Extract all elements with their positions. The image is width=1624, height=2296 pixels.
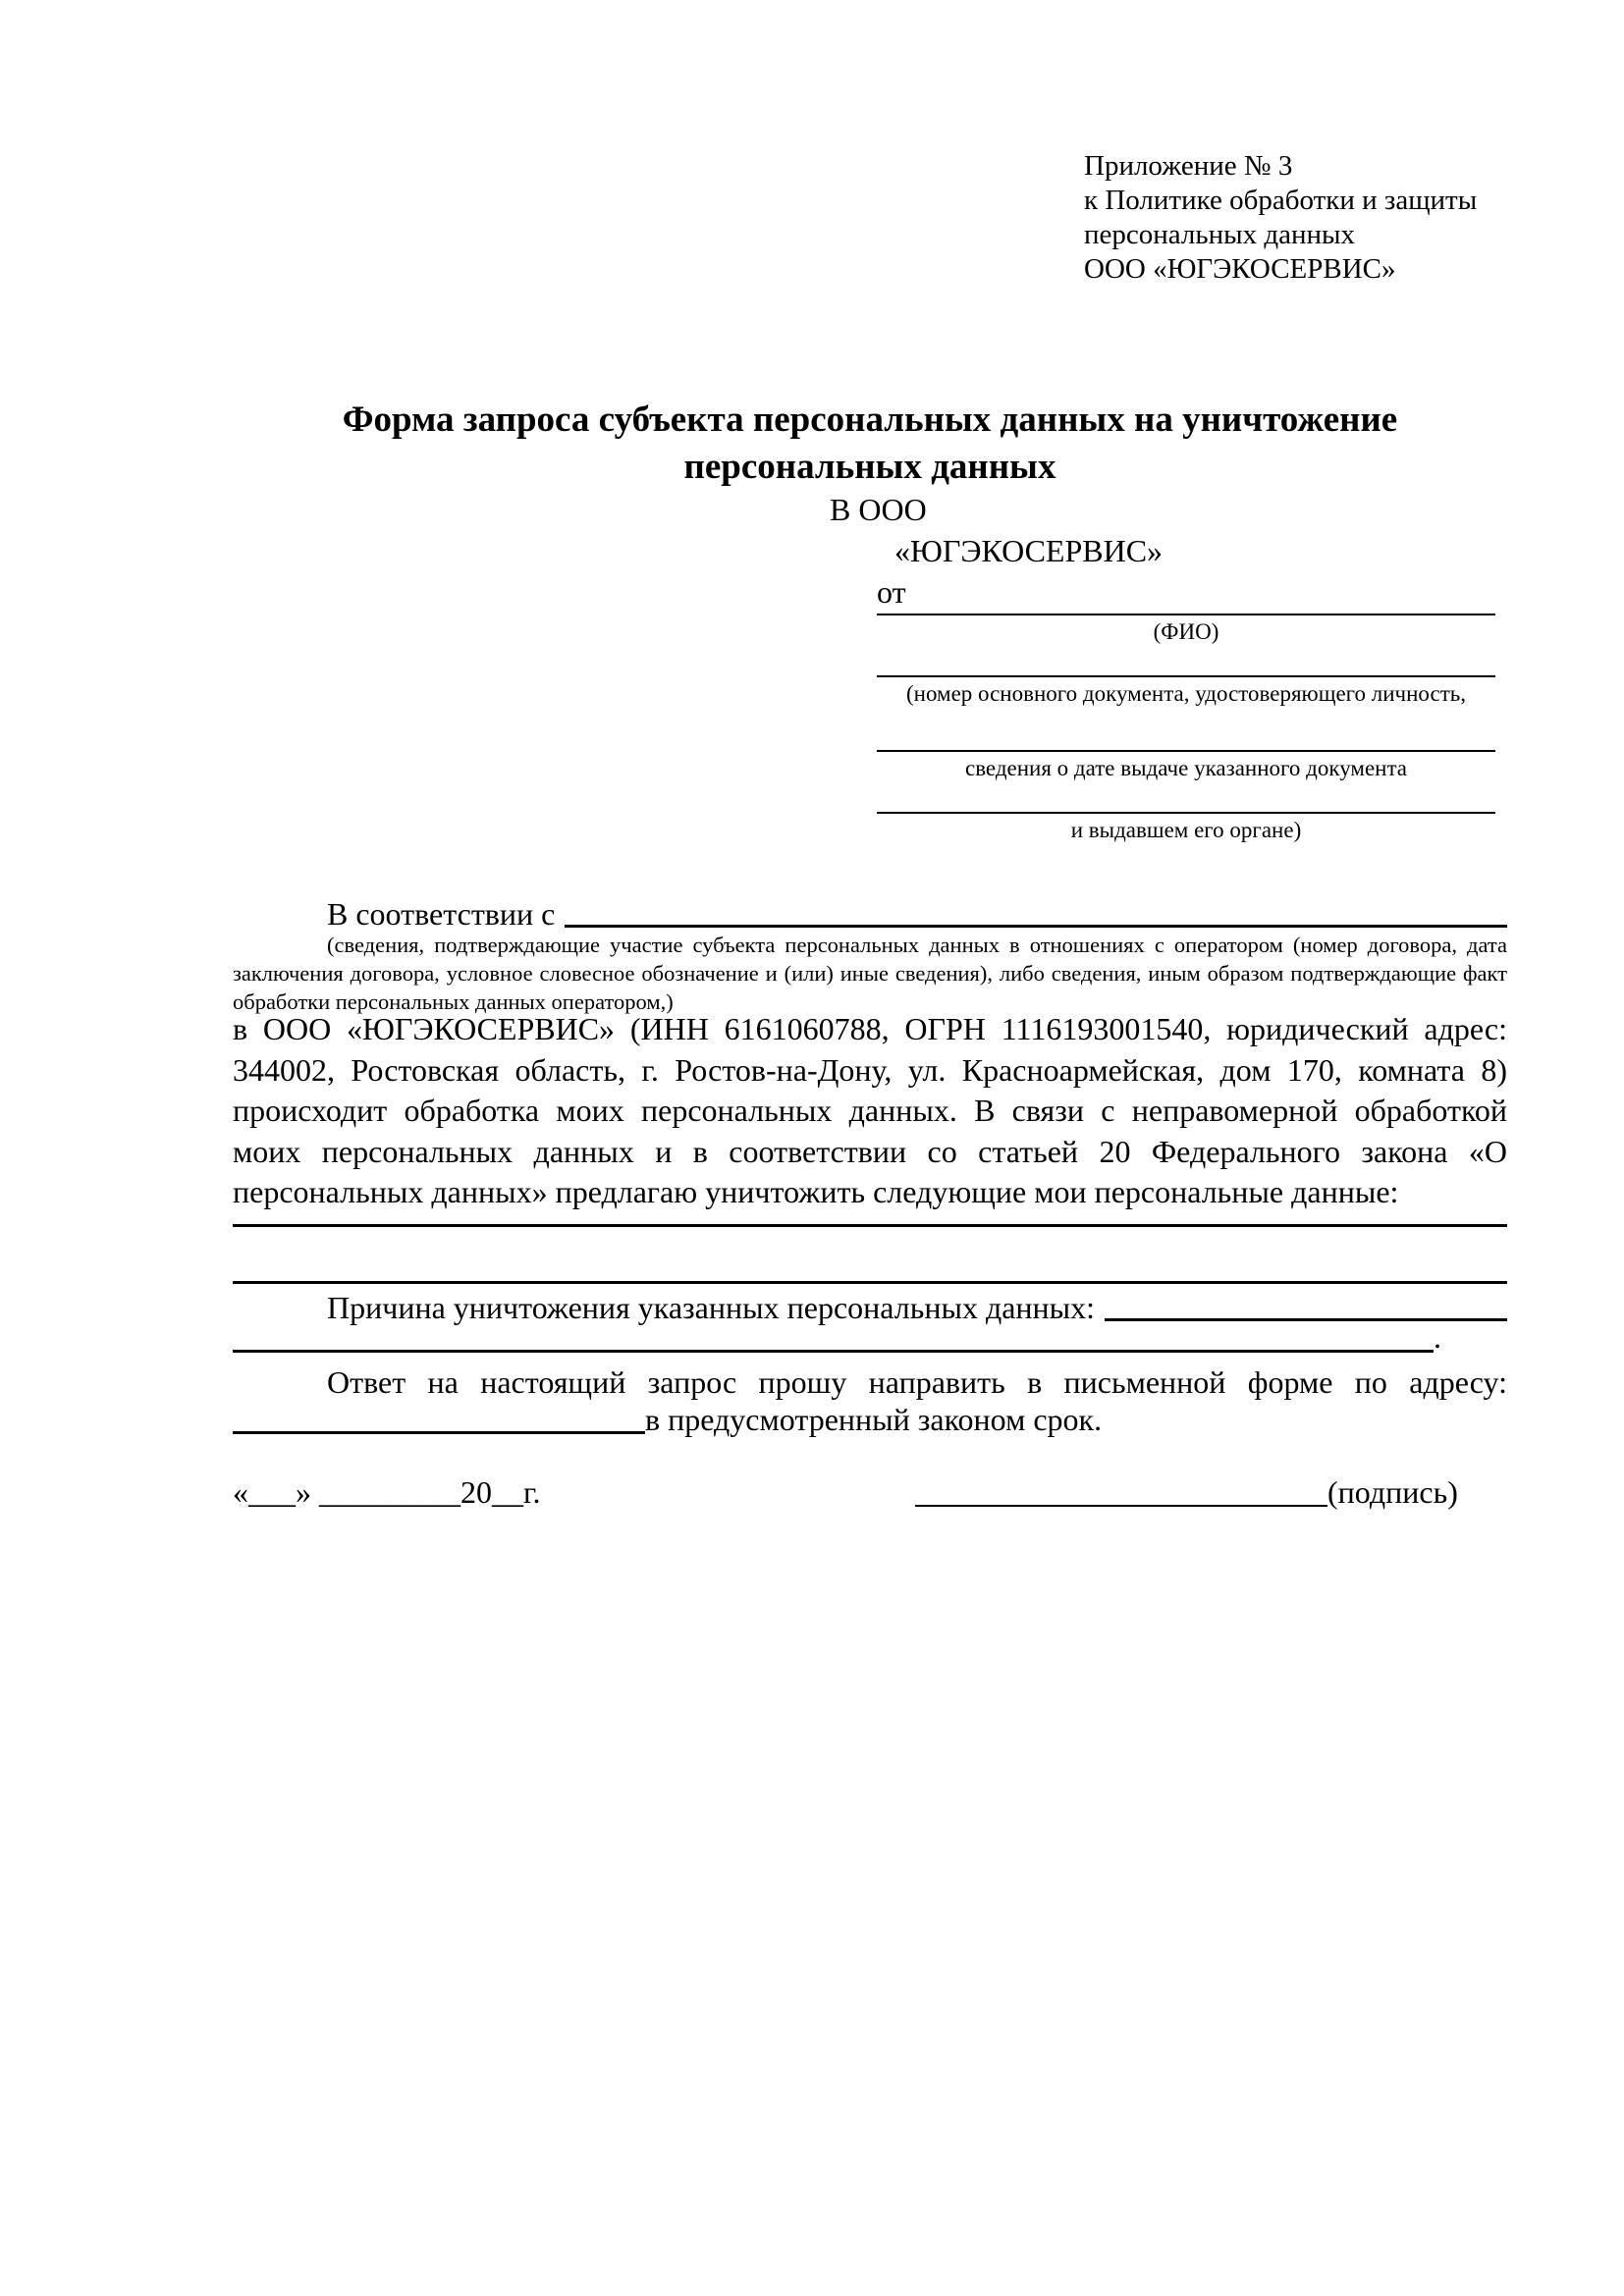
body-line-4: моих персональных данных и в соответствии со статьей 20 Федерального закона «О (233, 1133, 1507, 1169)
signature-blank[interactable] (915, 1472, 1327, 1507)
appendix-header-line-2: к Политике обработки и защиты (1084, 185, 1478, 216)
data-list-blank-1[interactable] (233, 1224, 1507, 1227)
appendix-header (1084, 149, 1477, 287)
fine-print-line-3: обработки персональных данных оператором,) (233, 989, 674, 1014)
addressee-to: В ООО (830, 492, 927, 527)
form-title-line-1: Форма запроса субъекта персональных данных на уничтожение (342, 400, 1398, 440)
reason-blank[interactable] (1105, 1288, 1507, 1321)
form-title (233, 397, 1507, 491)
doc-number-field-caption: (номер основного документа, удостоверяющего личность, (905, 681, 1466, 706)
accordance-lead: В соответствии с (327, 896, 556, 932)
appendix-header-line-4: ООО «ЮГЭКОСЕРВИС» (1084, 253, 1396, 285)
reason-continuation-blank[interactable] (233, 1317, 1434, 1353)
reason-label: Причина уничтожения указанных персональных данных: (327, 1290, 1096, 1325)
date-blank[interactable]: «___» _________20__г. (233, 1474, 541, 1510)
signature-row (915, 1472, 1470, 1513)
form-title-line-2: персональных данных (683, 447, 1056, 487)
fio-field-blank[interactable] (877, 614, 1495, 615)
accordance-row (233, 893, 1507, 934)
body-line-3: происходит обработка моих персональных данных. В связи с неправомерной обработкой (233, 1093, 1507, 1128)
appendix-header-line-1: Приложение № 3 (1084, 150, 1293, 182)
body-line-2: 344002, Ростовская область, г. Ростов-на-Дону, ул. Красноармейская, дом 170, комната 8) (233, 1051, 1507, 1088)
answer-address-blank[interactable] (233, 1400, 645, 1434)
appendix-header-line-3: персональных данных (1084, 219, 1356, 250)
doc-number-field-blank[interactable] (877, 675, 1495, 677)
fine-print (233, 931, 1507, 1016)
accordance-blank[interactable] (565, 893, 1507, 928)
doc-issuer-field-blank[interactable] (877, 812, 1495, 814)
answer-line-1: Ответ на настоящий запрос прошу направить в письменной форме по адресу: (327, 1364, 1507, 1400)
doc-issuer-field-caption: и выдавшем его органе) (1070, 818, 1302, 842)
reason-period: . (1434, 1319, 1441, 1355)
fine-print-line-2: заключения договора, условное словесное обозначение и (или) иные сведения), либо сведения, иным образом подтверждающие факт (233, 961, 1507, 986)
data-list-blank-2[interactable] (233, 1281, 1507, 1284)
reason-continuation-row (233, 1317, 1507, 1358)
body-paragraph (233, 1009, 1507, 1213)
body-line-5: персональных данных» предлагаю уничтожить следующие мои персональные данные: (233, 1174, 1399, 1209)
signature-caption: (подпись) (1327, 1474, 1458, 1510)
answer-line-2-text: в предусмотренный законом срок. (645, 1402, 1103, 1437)
answer-line-2 (233, 1400, 1507, 1440)
fine-print-line-1: (сведения, подтверждающие участие субъекта персональных данных в отношениях с оператором (номер договора, дата (327, 933, 1507, 957)
addressee-from-label: от (877, 574, 906, 610)
doc-date-field-caption: сведения о дате выдаче указанного документа (964, 756, 1408, 780)
body-line-1: в ООО «ЮГЭКОСЕРВИС» (ИНН 6161060788, ОГРН 1116193001540, юридический адрес: (233, 1011, 1507, 1046)
doc-date-field-blank[interactable] (877, 750, 1495, 752)
addressee-company: «ЮГЭКОСЕРВИС» (894, 533, 1164, 568)
fio-field-caption: (ФИО) (1153, 619, 1219, 644)
